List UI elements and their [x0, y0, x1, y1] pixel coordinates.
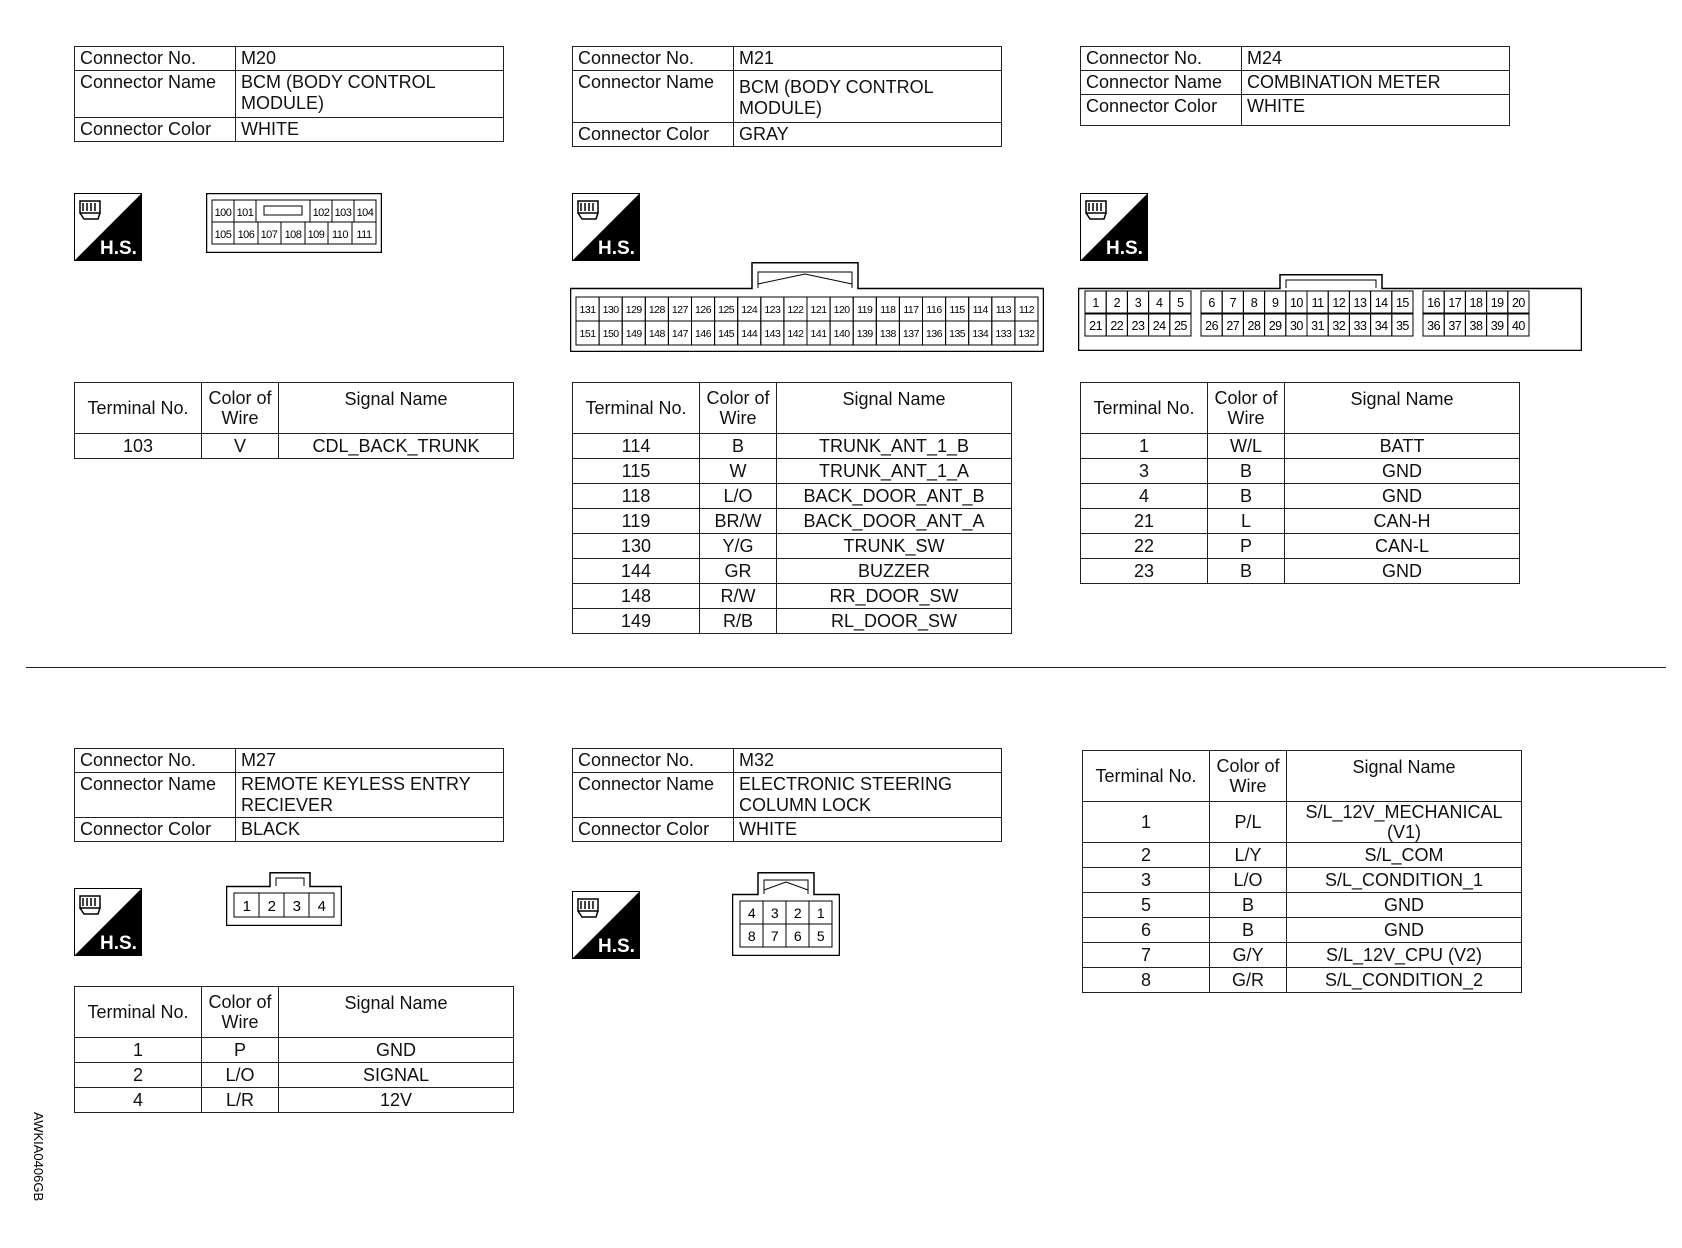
pin-label: 101 — [236, 207, 254, 219]
terminal-no-cell: 3 — [1081, 459, 1208, 484]
pin-label: 1 — [816, 905, 825, 921]
header-signal-name: Signal Name — [279, 383, 514, 434]
pin-label: 116 — [926, 304, 942, 316]
pin-label: 40 — [1511, 319, 1525, 333]
label-connector-no: Connector No. — [1081, 47, 1242, 71]
pin-label: 136 — [926, 328, 943, 340]
pin-label: 4 — [317, 898, 326, 915]
signal-name-cell: S/L_CONDITION_2 — [1287, 968, 1522, 993]
header-terminal-no: Terminal No. — [1083, 751, 1210, 802]
pin-label: 126 — [695, 304, 712, 316]
signal-name-cell: CAN-H — [1285, 509, 1520, 534]
header-color-of-wire: Color of Wire — [202, 383, 279, 434]
terminal-no-cell: 21 — [1081, 509, 1208, 534]
wire-color-cell: L/O — [202, 1063, 279, 1088]
table-row — [1081, 509, 1520, 534]
harness-side-icon — [572, 891, 640, 959]
hs-label: H.S. — [100, 238, 137, 259]
connector-no-value: M24 — [1242, 47, 1510, 71]
connector-info-m20 — [74, 46, 504, 142]
pin-label: 30 — [1289, 319, 1303, 333]
label-connector-name: Connector Name — [1081, 71, 1242, 95]
connector-face-m21 — [570, 262, 1044, 352]
pin-label: 12 — [1332, 296, 1346, 310]
pin-label: 33 — [1353, 319, 1367, 333]
header-signal-name: Signal Name — [1285, 383, 1520, 434]
pin-label: 113 — [995, 304, 1011, 316]
pin-label: 17 — [1448, 296, 1462, 310]
header-color-of-wire: Color of Wire — [1210, 751, 1287, 802]
wire-color-cell: W — [700, 459, 777, 484]
pin-label: 111 — [356, 229, 372, 241]
connector-color-value: BLACK — [236, 818, 504, 842]
pin-label: 129 — [625, 304, 642, 316]
pin-label: 102 — [312, 207, 330, 219]
pin-label: 100 — [214, 207, 232, 219]
pin-label: 148 — [648, 328, 665, 340]
pin-label: 127 — [671, 304, 688, 316]
pin-label: 124 — [741, 304, 758, 316]
label-connector-no: Connector No. — [573, 47, 734, 71]
header-terminal-no: Terminal No. — [75, 383, 202, 434]
pin-label: 142 — [787, 328, 804, 340]
signal-name-cell: RR_DOOR_SW — [777, 584, 1012, 609]
connector-info-m21 — [572, 46, 1002, 147]
signal-name-cell: S/L_COM — [1287, 843, 1522, 868]
pin-label: 14 — [1374, 296, 1388, 310]
pin-label: 139 — [856, 328, 873, 340]
wire-color-cell: B — [1208, 559, 1285, 584]
connector-name-value: ELECTRONIC STEERING COLUMN LOCK — [734, 773, 1002, 818]
pin-label: 143 — [764, 328, 781, 340]
signal-name-cell: TRUNK_SW — [777, 534, 1012, 559]
terminal-no-cell: 8 — [1083, 968, 1210, 993]
pin-label: 2 — [793, 905, 802, 921]
pin-label: 140 — [833, 328, 850, 340]
pin-label: 35 — [1395, 319, 1409, 333]
connector-no-value: M32 — [734, 749, 1002, 773]
wire-color-cell: P — [1208, 534, 1285, 559]
terminal-no-cell: 1 — [1083, 802, 1210, 843]
wire-color-cell: G/Y — [1210, 943, 1287, 968]
pin-label: 2 — [267, 898, 276, 915]
pin-label: 117 — [903, 304, 919, 316]
wire-color-cell: L/O — [1210, 868, 1287, 893]
figure-code-text: AWKIA0406GB — [31, 1112, 46, 1202]
connector-color-value: WHITE — [734, 818, 1002, 842]
terminal-no-cell: 5 — [1083, 893, 1210, 918]
pin-label: 130 — [602, 304, 619, 316]
table-row — [573, 459, 1012, 484]
pin-label: 110 — [331, 229, 349, 241]
table-row — [573, 434, 1012, 459]
table-row — [1083, 868, 1522, 893]
pin-label: 28 — [1247, 319, 1261, 333]
signal-name-cell: CAN-L — [1285, 534, 1520, 559]
pin-label: 15 — [1395, 296, 1409, 310]
pin-label: 151 — [579, 328, 596, 340]
pin-label: 3 — [1134, 296, 1142, 310]
pin-label: 118 — [880, 304, 896, 316]
connector-info-m32 — [572, 748, 1002, 842]
terminal-table-m21 — [572, 382, 1012, 634]
wire-color-cell: P/L — [1210, 802, 1287, 843]
figure-code — [8, 1110, 48, 1210]
pin-label: 105 — [214, 229, 232, 241]
terminal-table-m32 — [1082, 750, 1522, 993]
pin-label: 133 — [995, 328, 1012, 340]
signal-name-cell: GND — [1285, 459, 1520, 484]
signal-name-cell: S/L_CONDITION_1 — [1287, 868, 1522, 893]
terminal-table-m27 — [74, 986, 514, 1113]
wire-color-cell: B — [700, 434, 777, 459]
table-row — [1081, 559, 1520, 584]
signal-name-cell: GND — [1285, 484, 1520, 509]
pin-label: 7 — [1229, 296, 1237, 310]
terminal-table-m20 — [74, 382, 514, 459]
connector-color-value: WHITE — [1242, 95, 1510, 126]
pin-label: 108 — [284, 229, 302, 241]
terminal-no-cell: 4 — [75, 1088, 202, 1113]
pin-label: 1 — [1092, 296, 1099, 310]
signal-name-cell: CDL_BACK_TRUNK — [279, 434, 514, 459]
signal-name-cell: BATT — [1285, 434, 1520, 459]
pin-label: 107 — [260, 229, 278, 241]
pin-label: 134 — [972, 328, 989, 340]
terminal-no-cell: 2 — [75, 1063, 202, 1088]
pin-label: 114 — [972, 304, 988, 316]
table-row — [75, 1063, 514, 1088]
label-connector-no: Connector No. — [573, 749, 734, 773]
table-row — [75, 434, 514, 459]
terminal-no-cell: 148 — [573, 584, 700, 609]
hs-label: H.S. — [598, 936, 635, 957]
pin-label: 135 — [949, 328, 966, 340]
table-row — [1081, 434, 1520, 459]
terminal-no-cell: 149 — [573, 609, 700, 634]
signal-name-cell: GND — [1287, 918, 1522, 943]
pin-label: 32 — [1332, 319, 1346, 333]
header-color-of-wire: Color of Wire — [1208, 383, 1285, 434]
connector-name-value: BCM (BODY CONTROL MODULE) — [236, 71, 504, 118]
pin-label: 7 — [770, 928, 779, 944]
pin-label: 132 — [1018, 328, 1035, 340]
pin-label: 149 — [625, 328, 642, 340]
pin-label: 137 — [902, 328, 919, 340]
terminal-no-cell: 4 — [1081, 484, 1208, 509]
table-row — [573, 509, 1012, 534]
pin-label: 9 — [1271, 296, 1279, 310]
table-row — [1083, 943, 1522, 968]
hs-label: H.S. — [1106, 238, 1143, 259]
table-row — [573, 559, 1012, 584]
label-connector-color: Connector Color — [1081, 95, 1242, 126]
connector-no-value: M20 — [236, 47, 504, 71]
connector-face-m27 — [226, 872, 342, 926]
pin-label: 13 — [1353, 296, 1367, 310]
table-row — [1081, 459, 1520, 484]
wire-color-cell: R/W — [700, 584, 777, 609]
pin-label: 123 — [764, 304, 781, 316]
pin-label: 20 — [1511, 296, 1525, 310]
signal-name-cell: BACK_DOOR_ANT_B — [777, 484, 1012, 509]
terminal-no-cell: 6 — [1083, 918, 1210, 943]
pin-label: 122 — [787, 304, 804, 316]
connector-name-value: BCM (BODY CONTROL MODULE) — [734, 71, 1002, 123]
terminal-no-cell: 119 — [573, 509, 700, 534]
pin-label: 138 — [879, 328, 896, 340]
wire-color-cell: B — [1210, 918, 1287, 943]
wire-color-cell: W/L — [1208, 434, 1285, 459]
header-terminal-no: Terminal No. — [573, 383, 700, 434]
terminal-no-cell: 3 — [1083, 868, 1210, 893]
pin-label: 29 — [1268, 319, 1282, 333]
terminal-no-cell: 1 — [1081, 434, 1208, 459]
pin-label: 125 — [718, 304, 735, 316]
table-row — [1081, 484, 1520, 509]
pin-label: 26 — [1205, 319, 1219, 333]
signal-name-cell: BUZZER — [777, 559, 1012, 584]
pin-label: 36 — [1427, 319, 1441, 333]
wire-color-cell: B — [1208, 484, 1285, 509]
label-connector-color: Connector Color — [75, 118, 236, 142]
section-divider — [26, 667, 1666, 668]
pin-label: 3 — [292, 898, 301, 915]
wire-color-cell: P — [202, 1038, 279, 1063]
connector-no-value: M21 — [734, 47, 1002, 71]
wire-color-cell: V — [202, 434, 279, 459]
wire-color-cell: R/B — [700, 609, 777, 634]
pin-label: 4 — [747, 905, 756, 921]
connector-face-m32 — [732, 872, 840, 956]
pin-label: 131 — [579, 304, 596, 316]
pin-label: 38 — [1469, 319, 1483, 333]
terminal-no-cell: 1 — [75, 1038, 202, 1063]
signal-name-cell: GND — [1287, 893, 1522, 918]
label-connector-name: Connector Name — [573, 773, 734, 818]
pin-label: 24 — [1152, 319, 1166, 333]
pin-label: 120 — [833, 304, 850, 316]
pin-label: 5 — [1177, 296, 1184, 310]
label-connector-color: Connector Color — [573, 818, 734, 842]
pin-label: 21 — [1089, 319, 1103, 333]
pin-label: 22 — [1110, 319, 1124, 333]
pin-label: 18 — [1469, 296, 1483, 310]
wire-color-cell: Y/G — [700, 534, 777, 559]
wire-color-cell: G/R — [1210, 968, 1287, 993]
connector-no-value: M27 — [236, 749, 504, 773]
header-signal-name: Signal Name — [279, 987, 514, 1038]
header-color-of-wire: Color of Wire — [202, 987, 279, 1038]
signal-name-cell: S/L_12V_MECHANICAL (V1) — [1287, 802, 1522, 843]
pin-label: 25 — [1173, 319, 1187, 333]
pin-label: 144 — [741, 328, 758, 340]
pin-label: 1 — [242, 898, 251, 915]
pin-label: 6 — [793, 928, 802, 944]
harness-side-icon — [74, 193, 142, 261]
header-signal-name: Signal Name — [1287, 751, 1522, 802]
pin-label: 146 — [695, 328, 712, 340]
pin-label: 6 — [1208, 296, 1215, 310]
signal-name-cell: GND — [279, 1038, 514, 1063]
wire-color-cell: L/R — [202, 1088, 279, 1113]
connector-color-value: GRAY — [734, 123, 1002, 147]
wire-color-cell: B — [1208, 459, 1285, 484]
connector-name-value: REMOTE KEYLESS ENTRY RECIEVER — [236, 773, 504, 818]
label-connector-no: Connector No. — [75, 749, 236, 773]
hs-label: H.S. — [100, 933, 137, 954]
pin-label: 121 — [810, 304, 827, 316]
terminal-no-cell: 130 — [573, 534, 700, 559]
pin-label: 23 — [1131, 319, 1145, 333]
terminal-no-cell: 115 — [573, 459, 700, 484]
pin-label: 128 — [648, 304, 665, 316]
terminal-no-cell: 2 — [1083, 843, 1210, 868]
pin-label: 104 — [356, 207, 374, 219]
pin-label: 16 — [1427, 296, 1441, 310]
pin-label: 103 — [334, 207, 352, 219]
label-connector-color: Connector Color — [573, 123, 734, 147]
wire-color-cell: L/Y — [1210, 843, 1287, 868]
signal-name-cell: GND — [1285, 559, 1520, 584]
connector-info-m27 — [74, 748, 504, 842]
pin-label: 8 — [1250, 296, 1258, 310]
header-terminal-no: Terminal No. — [75, 987, 202, 1038]
pin-label: 3 — [770, 905, 779, 921]
pin-label: 145 — [718, 328, 735, 340]
terminal-no-cell: 23 — [1081, 559, 1208, 584]
pin-label: 115 — [949, 304, 965, 316]
pin-label: 27 — [1226, 319, 1240, 333]
wire-color-cell: L — [1208, 509, 1285, 534]
terminal-no-cell: 118 — [573, 484, 700, 509]
pin-label: 150 — [602, 328, 619, 340]
pin-label: 4 — [1155, 296, 1163, 310]
pin-label: 34 — [1374, 319, 1388, 333]
label-connector-name: Connector Name — [75, 71, 236, 118]
header-signal-name: Signal Name — [777, 383, 1012, 434]
signal-name-cell: TRUNK_ANT_1_A — [777, 459, 1012, 484]
label-connector-name: Connector Name — [573, 71, 734, 123]
table-row — [1083, 968, 1522, 993]
pin-label: 31 — [1311, 319, 1325, 333]
signal-name-cell: SIGNAL — [279, 1063, 514, 1088]
pin-label: 5 — [816, 928, 825, 944]
wire-color-cell: BR/W — [700, 509, 777, 534]
table-row — [1083, 918, 1522, 943]
pin-label: 8 — [747, 928, 756, 944]
pin-label: 106 — [237, 229, 255, 241]
pin-label: 119 — [857, 304, 873, 316]
wire-color-cell: L/O — [700, 484, 777, 509]
pin-label: 112 — [1018, 304, 1035, 316]
pin-label: 37 — [1448, 319, 1462, 333]
signal-name-cell: TRUNK_ANT_1_B — [777, 434, 1012, 459]
connector-color-value: WHITE — [236, 118, 504, 142]
connector-face-m24 — [1078, 274, 1582, 351]
terminal-no-cell: 114 — [573, 434, 700, 459]
table-row — [573, 484, 1012, 509]
table-row — [1081, 534, 1520, 559]
pin-label: 39 — [1490, 319, 1504, 333]
pin-label: 147 — [671, 328, 688, 340]
table-row — [573, 534, 1012, 559]
signal-name-cell: 12V — [279, 1088, 514, 1113]
terminal-table-m24 — [1080, 382, 1520, 584]
harness-side-icon — [74, 888, 142, 956]
table-row — [75, 1038, 514, 1063]
terminal-no-cell: 7 — [1083, 943, 1210, 968]
signal-name-cell: BACK_DOOR_ANT_A — [777, 509, 1012, 534]
pin-label: 141 — [810, 328, 827, 340]
harness-side-icon — [1080, 193, 1148, 261]
pin-label: 109 — [307, 229, 325, 241]
terminal-no-cell: 144 — [573, 559, 700, 584]
label-connector-no: Connector No. — [75, 47, 236, 71]
pin-label: 2 — [1113, 296, 1121, 310]
wire-color-cell: GR — [700, 559, 777, 584]
hs-label: H.S. — [598, 238, 635, 259]
pin-label: 10 — [1289, 296, 1303, 310]
label-connector-color: Connector Color — [75, 818, 236, 842]
header-terminal-no: Terminal No. — [1081, 383, 1208, 434]
pin-label: 11 — [1311, 296, 1324, 310]
terminal-no-cell: 22 — [1081, 534, 1208, 559]
connector-name-value: COMBINATION METER — [1242, 71, 1510, 95]
table-row — [75, 1088, 514, 1113]
pin-label: 19 — [1490, 296, 1504, 310]
header-color-of-wire: Color of Wire — [700, 383, 777, 434]
signal-name-cell: S/L_12V_CPU (V2) — [1287, 943, 1522, 968]
wire-color-cell: B — [1210, 893, 1287, 918]
terminal-no-cell: 103 — [75, 434, 202, 459]
table-row — [1083, 893, 1522, 918]
connector-face-m20 — [206, 193, 382, 253]
signal-name-cell: RL_DOOR_SW — [777, 609, 1012, 634]
table-row — [1083, 843, 1522, 868]
table-row — [1083, 802, 1522, 843]
table-row — [573, 609, 1012, 634]
table-row — [573, 584, 1012, 609]
connector-info-m24 — [1080, 46, 1510, 126]
harness-side-icon — [572, 193, 640, 261]
label-connector-name: Connector Name — [75, 773, 236, 818]
